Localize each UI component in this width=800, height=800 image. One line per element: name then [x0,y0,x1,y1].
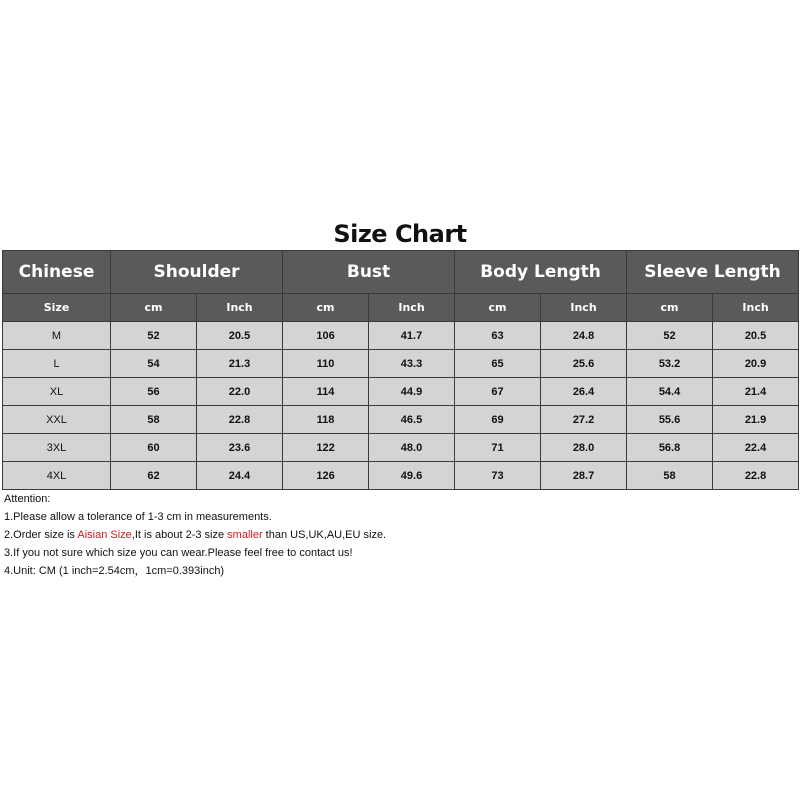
bust-cm-cell: 114 [283,378,369,406]
header-body-length: Body Length [455,251,627,294]
subheader-bust-cm: cm [283,294,369,322]
table-row [3,378,799,406]
shoulder-cm-cell: 60 [111,434,197,462]
subheader-body-cm: cm [455,294,541,322]
subheader-shoulder-cm: cm [111,294,197,322]
header-sleeve-length: Sleeve Length [627,251,799,294]
table-row [3,462,799,490]
bust-inch-cell: 41.7 [369,322,455,350]
body-cm-cell: 69 [455,406,541,434]
shoulder-inch-cell: 22.0 [197,378,283,406]
table-row [3,434,799,462]
header-shoulder: Shoulder [111,251,283,294]
size-table [2,250,799,490]
shoulder-inch-cell: 21.3 [197,350,283,378]
size-cell: XL [3,378,111,406]
body-inch-cell: 24.8 [541,322,627,350]
sleeve-inch-cell: 22.4 [713,434,799,462]
bust-cm-cell: 106 [283,322,369,350]
header-bust: Bust [283,251,455,294]
sleeve-inch-cell: 20.5 [713,322,799,350]
notes-line-2 [4,526,796,544]
sleeve-cm-cell: 58 [627,462,713,490]
sleeve-inch-cell: 20.9 [713,350,799,378]
notes-asian-size-highlight: Aisian Size [77,529,132,541]
bust-inch-cell: 49.6 [369,462,455,490]
shoulder-inch-cell: 20.5 [197,322,283,350]
subheader-shoulder-inch: Inch [197,294,283,322]
size-cell: XXL [3,406,111,434]
notes-line-1: 1.Please allow a tolerance of 1-3 cm in measurements. [4,511,272,523]
body-cm-cell: 71 [455,434,541,462]
body-cm-cell: 63 [455,322,541,350]
shoulder-cm-cell: 58 [111,406,197,434]
bust-inch-cell: 48.0 [369,434,455,462]
sleeve-cm-cell: 52 [627,322,713,350]
bust-cm-cell: 110 [283,350,369,378]
sleeve-inch-cell: 22.8 [713,462,799,490]
subheader-size: Size [3,294,111,322]
body-cm-cell: 67 [455,378,541,406]
chart-title: Size Chart [333,220,467,248]
size-cell: M [3,322,111,350]
bust-inch-cell: 44.9 [369,378,455,406]
shoulder-cm-cell: 52 [111,322,197,350]
bust-inch-cell: 46.5 [369,406,455,434]
subheader-sleeve-cm: cm [627,294,713,322]
bust-cm-cell: 126 [283,462,369,490]
body-inch-cell: 28.7 [541,462,627,490]
shoulder-cm-cell: 62 [111,462,197,490]
table-row [3,406,799,434]
shoulder-inch-cell: 22.8 [197,406,283,434]
shoulder-inch-cell: 23.6 [197,434,283,462]
notes-line-4: 4.Unit: CM (1 inch=2.54cm，1cm=0.393inch) [4,565,225,577]
shoulder-cm-cell: 56 [111,378,197,406]
notes-line-2-part-c: ,It is about 2-3 size [131,529,228,541]
body-cm-cell: 73 [455,462,541,490]
notes-attention: Attention: [4,493,51,505]
shoulder-cm-cell: 54 [111,350,197,378]
sleeve-inch-cell: 21.9 [713,406,799,434]
sleeve-cm-cell: 53.2 [627,350,713,378]
notes-block [4,490,796,580]
notes-line-2-part-a: 2.Order size is [4,529,78,541]
size-cell: 3XL [3,434,111,462]
body-inch-cell: 26.4 [541,378,627,406]
subheader-body-inch: Inch [541,294,627,322]
sleeve-cm-cell: 55.6 [627,406,713,434]
subheader-bust-inch: Inch [369,294,455,322]
body-cm-cell: 65 [455,350,541,378]
subheader-row [3,294,799,322]
notes-line-2-part-e: than US,UK,AU,EU size. [262,529,387,541]
header-chinese: Chinese [3,251,111,294]
table-row [3,322,799,350]
sleeve-cm-cell: 54.4 [627,378,713,406]
bust-cm-cell: 118 [283,406,369,434]
header-row [3,251,799,294]
bust-inch-cell: 43.3 [369,350,455,378]
body-inch-cell: 27.2 [541,406,627,434]
sleeve-cm-cell: 56.8 [627,434,713,462]
shoulder-inch-cell: 24.4 [197,462,283,490]
sleeve-inch-cell: 21.4 [713,378,799,406]
size-cell: L [3,350,111,378]
size-cell: 4XL [3,462,111,490]
table-row [3,350,799,378]
bust-cm-cell: 122 [283,434,369,462]
notes-line-3: 3.If you not sure which size you can wear.Please feel free to contact us! [4,547,353,559]
body-inch-cell: 25.6 [541,350,627,378]
notes-smaller-highlight: smaller [227,529,263,541]
subheader-sleeve-inch: Inch [713,294,799,322]
body-inch-cell: 28.0 [541,434,627,462]
